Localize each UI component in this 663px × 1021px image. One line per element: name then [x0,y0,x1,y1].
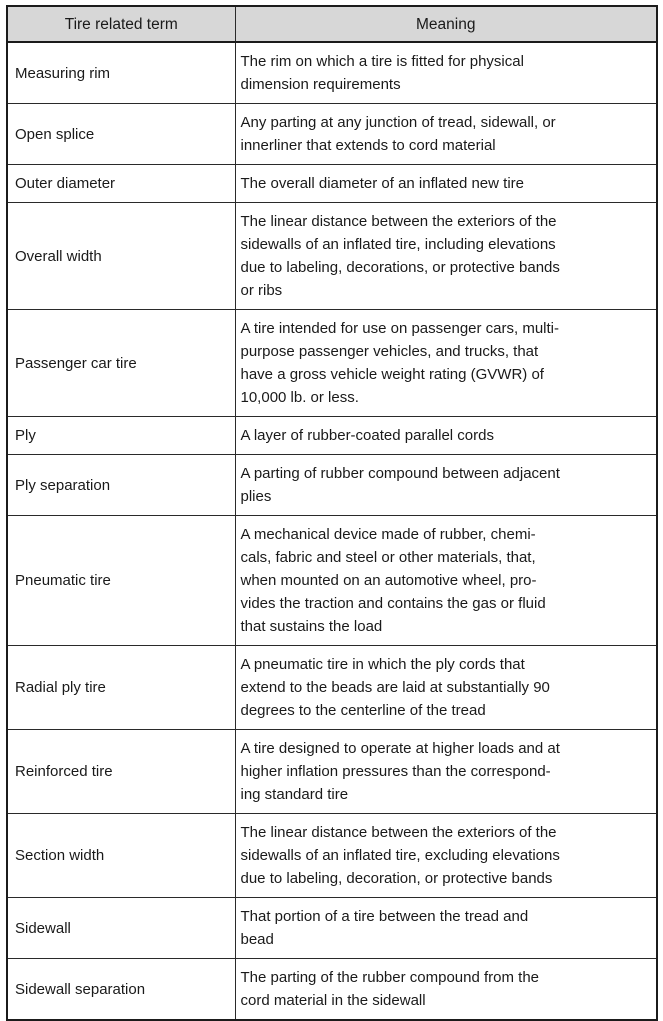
table-row [7,104,657,165]
table-row [7,516,657,646]
meaning-cell [235,310,657,417]
meaning-line: The rim on which a tire is fitted for physical [240,53,524,70]
meaning-line: Any parting at any junction of tread, sidewall, or [240,114,556,131]
meaning-line: The overall diameter of an inflated new tire [240,175,524,192]
meaning-line: vides the traction and contains the gas or fluid [240,595,546,612]
meaning-cell [235,203,657,310]
table-row [7,310,657,417]
meaning-cell [235,646,657,730]
meaning-cell [235,516,657,646]
meaning-line: sidewalls of an inflated tire, including elevations [240,236,556,253]
table-row [7,455,657,516]
tire-glossary-table [6,5,658,1021]
table-row [7,417,657,455]
meaning-cell [235,104,657,165]
meaning-line: bead [240,931,274,948]
term-cell: Ply [7,417,235,455]
term-cell: Sidewall separation [7,959,235,1021]
term-cell: Sidewall [7,898,235,959]
table-row [7,646,657,730]
table-row [7,165,657,203]
meaning-line: innerliner that extends to cord material [240,137,496,154]
table-header [7,6,657,42]
table-row [7,959,657,1021]
term-cell: Ply separation [7,455,235,516]
term-cell: Open splice [7,104,235,165]
meaning-line: A tire intended for use on passenger cars, multi- [240,320,560,337]
table-header-row [7,6,657,42]
table-row [7,898,657,959]
meaning-cell [235,959,657,1021]
meaning-cell [235,42,657,104]
meaning-line: due to labeling, decoration, or protective bands [240,870,553,887]
meaning-line: due to labeling, decorations, or protective bands [240,259,560,276]
meaning-line: sidewalls of an inflated tire, excluding elevations [240,847,560,864]
meaning-line: higher inflation pressures than the correspond- [240,763,551,780]
term-cell: Reinforced tire [7,730,235,814]
meaning-line: that sustains the load [240,618,383,635]
meaning-line: extend to the beads are laid at substantially 90 [240,679,550,696]
meaning-line: plies [240,488,272,505]
term-cell: Overall width [7,203,235,310]
column-header-meaning: Meaning [235,6,657,42]
term-cell: Radial ply tire [7,646,235,730]
table-row [7,814,657,898]
column-header-term: Tire related term [7,6,235,42]
meaning-line: A layer of rubber-coated parallel cords [240,427,494,444]
meaning-line: or ribs [240,282,283,299]
table-body [7,42,657,1020]
meaning-line: A parting of rubber compound between adjacent [240,465,560,482]
meaning-line: That portion of a tire between the tread and [240,908,529,925]
meaning-line: The linear distance between the exteriors of the [240,824,557,841]
term-cell: Outer diameter [7,165,235,203]
meaning-cell [235,455,657,516]
term-cell: Measuring rim [7,42,235,104]
meaning-line: cord material in the sidewall [240,992,426,1009]
term-cell: Pneumatic tire [7,516,235,646]
meaning-line: ing standard tire [240,786,349,803]
table-row [7,730,657,814]
term-cell: Section width [7,814,235,898]
term-cell: Passenger car tire [7,310,235,417]
meaning-line: A tire designed to operate at higher loads and at [240,740,560,757]
meaning-cell [235,730,657,814]
table-row [7,203,657,310]
meaning-line: 10,000 lb. or less. [240,389,359,406]
meaning-cell [235,898,657,959]
meaning-line: purpose passenger vehicles, and trucks, that [240,343,539,360]
meaning-line: have a gross vehicle weight rating (GVWR) of [240,366,544,383]
meaning-line: when mounted on an automotive wheel, pro- [240,572,537,589]
meaning-line: dimension requirements [240,76,401,93]
meaning-line: cals, fabric and steel or other materials, that, [240,549,536,566]
meaning-cell [235,814,657,898]
meaning-line: The linear distance between the exteriors of the [240,213,557,230]
table-row [7,42,657,104]
meaning-line: A pneumatic tire in which the ply cords that [240,656,525,673]
meaning-line: The parting of the rubber compound from the [240,969,540,986]
meaning-line: degrees to the centerline of the tread [240,702,486,719]
meaning-cell [235,165,657,203]
meaning-line: A mechanical device made of rubber, chemi- [240,526,536,543]
meaning-cell [235,417,657,455]
